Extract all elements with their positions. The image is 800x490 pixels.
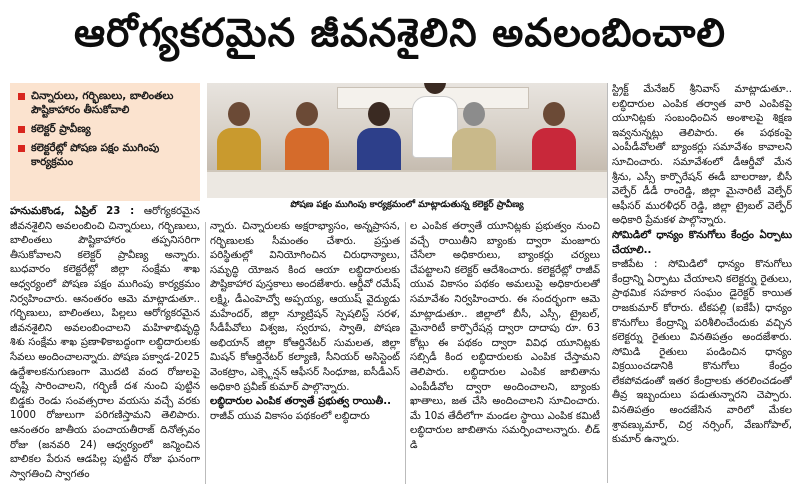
square-bullet-icon (18, 126, 25, 133)
dateline: హనుమకొండ, ఏప్రిల్ 23 : (10, 206, 135, 217)
photo-table (207, 170, 607, 198)
highlight-text: కలెక్టర్ ప్రావీణ్య (31, 123, 91, 135)
article-column-4 (612, 83, 792, 485)
column-divider (405, 222, 406, 484)
headline: ఆరోగ్యకరమైన జీవనశైలిని అవలంబించాలి (74, 11, 726, 56)
square-bullet-icon (18, 145, 25, 152)
highlight-text: కలెక్టరేట్లో పోషణ పక్షం ముగింపు కార్యక్రమం (31, 142, 160, 168)
column-divider (607, 83, 608, 483)
column-divider (205, 222, 206, 484)
column-text: స్ట్రిక్ట్ మేనేజర్ శ్రీనివాస్ మాట్లాడుతూ.. లబ్ధిదారుల ఎంపిక తర్వాత వారి ఎంపికపై యూనిట్లకు సంబంధించిన అంశాలపై శిక్షణ ఇవ్వనున్నట్లు తెలిపారు. ఈ పథకంపై ఎంపీడీవోలతో బ్యాంకర్లు సమావేశం కావాలని సూచించారు. సమావేశంలో డీఆర్డీవో మేన శ్రీను, ఎస్సీ కార్పొరేషన్ ఈడీ బాలరాజు, బీసీ వెల్ఫేర్ డీడీ రాంరెడ్డి, జిల్లా మైనారిటీ వెల్ఫేర్ ఆఫీసర్ మురళీధర్ రెడ్డి, జిల్లా ట్రైబల్ వెల్ఫేర్ అధికారి ప్రేమకళ పాల్గొన్నారు. (612, 84, 792, 227)
article-column-2 (210, 220, 400, 485)
highlight-text: చిన్నారులు, గర్భిణులు, బాలింతలు పౌష్టికాహారం తీసుకోవాలి (31, 90, 174, 116)
photo-caption: పోషణ పక్షం ముగింపు కార్యక్రమంలో మాట్లాడుతున్న కలెక్టర్ ప్రావీణ్య (290, 200, 524, 210)
highlight-item (18, 122, 194, 136)
square-bullet-icon (18, 93, 25, 100)
column-text: న్నారు. చిన్నారులకు అక్షరాభ్యాసం, అన్నప్రాసన, గర్భిణులకు సీమంతం చేశారు. ప్రస్తుత పరిస్థితుల్లో వినియోగించిన చిరుధాన్యాలు, సమృద్ధి యోజన కింద ఆయా లబ్ధిదారులకు పౌష్టికాహార పుస్తకాలు అందజేశారు. ఆర్డీవో రమేష్ లక్ష్మి, డీఎంహెచ్వో అప్పయ్య, ఆయుష్ వైద్యుడు మహేందర్, జిల్లా న్యూట్రిషన్ స్పెషలిస్ట్ సరళ, సీడీపీవోలు విశ్వజ, స్వరూప, స్వాతి, పోషణ అభియాన్ జిల్లా కోఆర్డినేటర్ సుమలత, జిల్లా మిషన్ కోఆర్డినేటర్ కల్యాణి, సీనియర్ అసిస్టెంట్ వెంకట్రాం, ఎక్స్టెన్షన్ ఆఫీసర్ సింధూజ, ఐసీడీఎస్ అధికారి ప్రవీణ్ కుమార్ పాల్గొన్నారు. (210, 221, 400, 393)
column-text: కాజీపేట : సోమిడిలో ధాన్యం కొనుగోలు కేంద్రాన్ని ఏర్పాటు చేయాలని కలెక్టర్ను రైతులు, ప్రాథమిక సహకార సంఘం డైరెక్టర్ కాయిత రాజకుమార్ కోరారు. టీకపల్లి (ఐకేపీ) ధాన్యం కొనుగోలు కేంద్రాన్ని పరిశీలించేందుకు వచ్చిన కలెక్టర్ను రైతులు వినతిపత్రం అందజేశారు. సోమిడి రైతులు పండించిన ధాన్యం విక్రయించడానికి కొనుగోలు కేంద్రం లేకపోవడంతో ఇతర కేంద్రాలకు తరలించడంతో తీవ్ర ఇబ్బందులు పడుతున్నారని చెప్పారు. వినతిపత్రం అందజేసిన వారిలో మేకల శ్రావణ్కుమార్, చిర్ర నర్సింగ్, వేణుగోపాల్, కుమార్ ఉన్నారు. (612, 259, 792, 446)
highlight-item (18, 141, 194, 169)
news-photo (207, 83, 607, 198)
person-figure (357, 102, 401, 178)
person-figure (452, 102, 496, 178)
article-column-1 (10, 205, 200, 485)
person-figure (217, 102, 261, 178)
column-text: ఆరోగ్యకరమైన జీవనశైలిని అవలంబించి చిన్నారులు, గర్భిణులు, బాలింతలు పౌష్టికాహారం తప్పనిసరిగా తీసుకోవాలని కలెక్టర్ ప్రావీణ్య అన్నారు. బుధవారం కలెక్టరేట్లో జిల్లా సంక్షేమ శాఖ ఆధ్వర్యంలో పోషణ పక్షం ముగింపు కార్యక్రమం నిర్వహించారు. ఆనంతరం ఆమె మాట్లాడుతూ.. గర్భిణులు, బాలింతలు, పిల్లలు ఆరోగ్యకరమైన జీవనశైలిని అవలంబించాలని మహిళాభివృద్ధి శిశు సంక్షేమ శాఖ ప్రణాళికాబద్ధంగా లబ్ధిదారులకు సేవలు అందించాలన్నారు. పోషణ పక్వాడ-2025 ఉద్దేశాలకనుగుణంగా మొదటి వంద రోజులపై దృష్టి సారించాలని, గర్భిణీ దశ నుంచి పుట్టిన బిడ్డకు రెండు సంవత్సరాల వయసు వచ్చే వరకు 1000 రోజులుగా పరిగణిస్తామని తెలిపారు. ఆనంతరం జాతీయ పంచాయతీరాజ్ దినోత్సవం రోజు (జనవరి 24) ఆధ్వర్యంలో జన్మించిన బాలికల పేరున ఆడపిల్ల పుట్టిన రోజు ఘనంగా స్వాగతించి స్వాగతం (10, 206, 200, 480)
person-figure (532, 102, 576, 178)
subheading: లబ్ధిదారుల ఎంపిక తర్వాతే ప్రభుత్వ రాయితీ.. (210, 396, 391, 408)
highlights-box (10, 83, 200, 201)
article-column-3 (410, 220, 600, 485)
subheading: సోమిడిలో ధాన్యం కొనుగోలు కేంద్రం ఏర్పాటు చేయాలి.. (612, 229, 792, 256)
highlight-item (18, 89, 194, 117)
column-text: ల ఎంపిక తర్వాతే యూనిట్లకు ప్రభుత్వం నుంచి వచ్చే రాయితీని బ్యాంకు ద్వారా మంజూరు చేసేలా అధికారులు, బ్యాంకర్లు చర్యలు చేపట్టాలని కలెక్టర్ ఆదేశించారు. కలెక్టరేట్లో రాజీవ్ యువ వికాసం పథకం అమలుపై అధికారులతో సమావేశం నిర్వహించారు. ఈ సందర్భంగా ఆమె మాట్లాడుతూ.. జిల్లాలో బీసీ, ఎస్సీ, ట్రైబల్, మైనారిటీ కార్పొరేషన్ల ద్వారా దాదాపు రూ. 63 కోట్లు ఈ పథకం ద్వారా వివిధ యూనిట్లకు సబ్సిడీ కింద లబ్ధిదారులకు ఎంపిక చేస్తామని తెలిపారు. లబ్ధిదారుల ఎంపిక జాబితాను ఎంపీడీవోల ద్వారా అందించాలని, బ్యాంకు ఖాతాలు, జత చేసి అందించాలని సూచించారు. మే 10వ తేదీలోగా మండల స్థాయి ఎంపిక కమిటీ లబ్ధిదారుల జాబితాను సమర్పించాలన్నారు. లీడ్ డి (410, 221, 600, 451)
column-text: రాజీవ్ యువ వికాసం పథకంలో లబ్ధిదారు (210, 410, 370, 422)
person-figure (285, 102, 329, 178)
